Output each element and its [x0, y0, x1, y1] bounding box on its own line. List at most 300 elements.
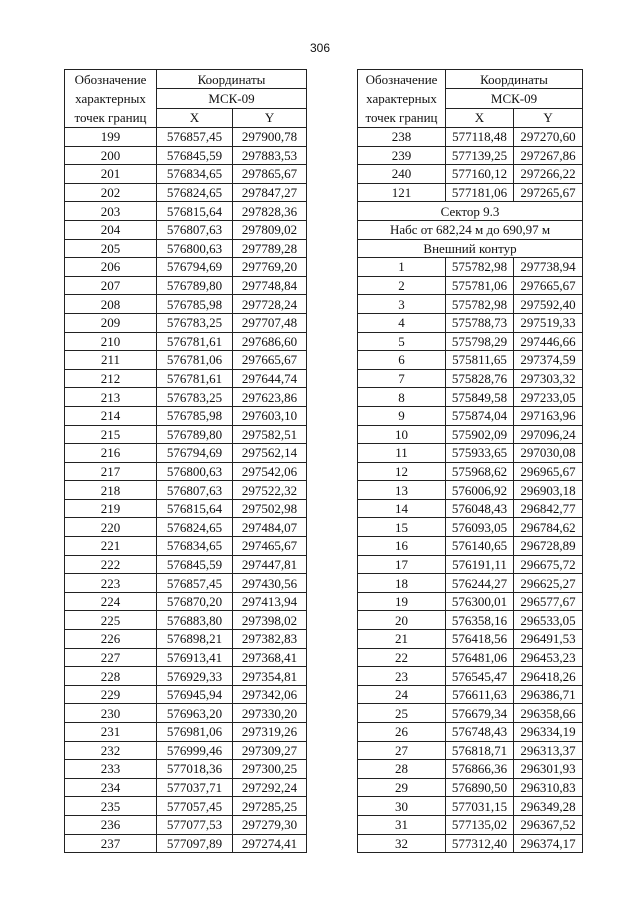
point-number: 27 [358, 741, 446, 760]
table-row [65, 760, 307, 779]
coordinate-x: 577077,53 [157, 815, 233, 834]
table-row [358, 555, 583, 574]
coordinate-y: 297502,98 [233, 499, 307, 518]
coordinate-x: 576870,20 [157, 592, 233, 611]
coordinate-y: 297603,10 [233, 406, 307, 425]
coordinate-x: 576244,27 [446, 574, 514, 593]
coordinate-y: 296533,05 [514, 611, 583, 630]
table-row [65, 499, 307, 518]
coordinate-x: 576418,56 [446, 630, 514, 649]
coordinate-y: 297382,83 [233, 630, 307, 649]
point-number: 211 [65, 351, 157, 370]
coordinate-x: 577312,40 [446, 834, 514, 853]
table-row [65, 648, 307, 667]
coordinate-y: 297285,25 [233, 797, 307, 816]
point-number: 8 [358, 388, 446, 407]
table-row [65, 592, 307, 611]
designation-line: характерных [366, 91, 437, 106]
point-number: 216 [65, 444, 157, 463]
coordinate-x: 576300,01 [446, 592, 514, 611]
coordinate-y: 297738,94 [514, 258, 583, 277]
coordinate-y: 297592,40 [514, 295, 583, 314]
coordinate-y: 297883,53 [233, 146, 307, 165]
coordinate-y: 296965,67 [514, 462, 583, 481]
table-row [65, 518, 307, 537]
point-number: 3 [358, 295, 446, 314]
coordinate-y: 297354,81 [233, 667, 307, 686]
table-row [65, 834, 307, 853]
designation-header [65, 70, 157, 128]
coordinate-y: 296903,18 [514, 481, 583, 500]
coordinate-y: 296491,53 [514, 630, 583, 649]
coordinate-y: 297265,67 [514, 183, 583, 202]
contour-label: Внешний контур [358, 239, 583, 258]
table-row [358, 313, 583, 332]
coordinate-x: 576783,25 [157, 313, 233, 332]
coordinate-x: 575788,73 [446, 313, 514, 332]
point-number: 14 [358, 499, 446, 518]
coordinate-x: 576789,80 [157, 276, 233, 295]
table-row [65, 258, 307, 277]
point-number: 218 [65, 481, 157, 500]
coordinate-x: 575874,04 [446, 406, 514, 425]
point-number: 7 [358, 369, 446, 388]
coordinate-y: 297789,28 [233, 239, 307, 258]
point-number: 9 [358, 406, 446, 425]
point-number: 21 [358, 630, 446, 649]
point-number: 205 [65, 239, 157, 258]
column-y-header: Y [514, 108, 583, 127]
coordinate-x: 576481,06 [446, 648, 514, 667]
table-row [358, 834, 583, 853]
table-row [358, 425, 583, 444]
designation-line: Обозначение [74, 72, 147, 87]
table-row [358, 183, 583, 202]
coordinate-x: 576781,61 [157, 332, 233, 351]
designation-line: характерных [75, 91, 146, 106]
point-number: 23 [358, 667, 446, 686]
coordinate-x: 576890,50 [446, 778, 514, 797]
coordinate-y: 297279,30 [233, 815, 307, 834]
table-row [65, 723, 307, 742]
coordinate-y: 296675,72 [514, 555, 583, 574]
coordinate-x: 576006,92 [446, 481, 514, 500]
coordinate-y: 297665,67 [233, 351, 307, 370]
coordinate-y: 296313,37 [514, 741, 583, 760]
coordinate-y: 297665,67 [514, 276, 583, 295]
point-number: 237 [65, 834, 157, 853]
coordinate-x: 576883,80 [157, 611, 233, 630]
table-row [65, 295, 307, 314]
coordinate-y: 297233,05 [514, 388, 583, 407]
coordinate-y: 296334,19 [514, 723, 583, 742]
table-row [358, 685, 583, 704]
coordinate-y: 297644,74 [233, 369, 307, 388]
coordinate-x: 575782,98 [446, 258, 514, 277]
coordinate-y: 297769,20 [233, 258, 307, 277]
section-row [358, 239, 583, 258]
coordinate-y: 297413,94 [233, 592, 307, 611]
coordinate-y: 297398,02 [233, 611, 307, 630]
point-number: 32 [358, 834, 446, 853]
point-number: 223 [65, 574, 157, 593]
coordinate-y: 297748,84 [233, 276, 307, 295]
coordinate-x: 576845,59 [157, 146, 233, 165]
point-number: 215 [65, 425, 157, 444]
point-number: 203 [65, 202, 157, 221]
coordinate-x: 576818,71 [446, 741, 514, 760]
point-number: 1 [358, 258, 446, 277]
coordinate-y: 297900,78 [233, 128, 307, 147]
coordinate-y: 297623,86 [233, 388, 307, 407]
point-number: 214 [65, 406, 157, 425]
point-number: 208 [65, 295, 157, 314]
coordinate-x: 575782,98 [446, 295, 514, 314]
coordinate-x: 576963,20 [157, 704, 233, 723]
table-row [358, 481, 583, 500]
table-row [358, 146, 583, 165]
table-row [358, 630, 583, 649]
coordinate-x: 576781,61 [157, 369, 233, 388]
coordinate-y: 297522,32 [233, 481, 307, 500]
coordinate-y: 297446,66 [514, 332, 583, 351]
coordinate-x: 576857,45 [157, 128, 233, 147]
point-number: 224 [65, 592, 157, 611]
coordinate-x: 576945,94 [157, 685, 233, 704]
coordinate-y: 296728,89 [514, 537, 583, 556]
coordinate-x: 576785,98 [157, 406, 233, 425]
point-number: 17 [358, 555, 446, 574]
table-row [358, 760, 583, 779]
point-number: 219 [65, 499, 157, 518]
table-row [65, 444, 307, 463]
point-number: 28 [358, 760, 446, 779]
coordinate-y: 297309,27 [233, 741, 307, 760]
point-number: 213 [65, 388, 157, 407]
coordinate-x: 577097,89 [157, 834, 233, 853]
table-row [65, 276, 307, 295]
designation-line: точек границ [74, 110, 147, 125]
header-row [358, 70, 583, 89]
coordinate-x: 577118,48 [446, 128, 514, 147]
coordinate-x: 577135,02 [446, 815, 514, 834]
coordinate-y: 297163,96 [514, 406, 583, 425]
table-row [358, 462, 583, 481]
coordinate-x: 576785,98 [157, 295, 233, 314]
table-row [358, 592, 583, 611]
coordinate-y: 296301,93 [514, 760, 583, 779]
table-row [65, 611, 307, 630]
table-row [358, 369, 583, 388]
coordinate-y: 297342,06 [233, 685, 307, 704]
coordinate-x: 576898,21 [157, 630, 233, 649]
coordinate-x: 575811,65 [446, 351, 514, 370]
coordinate-x: 576815,64 [157, 499, 233, 518]
table-row [358, 388, 583, 407]
coordinate-y: 296784,62 [514, 518, 583, 537]
coordinate-y: 296349,28 [514, 797, 583, 816]
coordinate-x: 576545,47 [446, 667, 514, 686]
coordinate-y: 297562,14 [233, 444, 307, 463]
point-number: 234 [65, 778, 157, 797]
coordinate-y: 296418,26 [514, 667, 583, 686]
coordinate-x: 577057,45 [157, 797, 233, 816]
table-row [358, 332, 583, 351]
coordinate-x: 576857,45 [157, 574, 233, 593]
table-row [65, 630, 307, 649]
coordinate-x: 575828,76 [446, 369, 514, 388]
table-row [65, 555, 307, 574]
table-row [65, 685, 307, 704]
coordinate-x: 576781,06 [157, 351, 233, 370]
table-row [65, 406, 307, 425]
coordinate-y: 296374,17 [514, 834, 583, 853]
point-number: 240 [358, 165, 446, 184]
point-number: 22 [358, 648, 446, 667]
coordinate-x: 575798,29 [446, 332, 514, 351]
coordinate-x: 577160,12 [446, 165, 514, 184]
designation-header [358, 70, 446, 128]
coordinate-y: 297847,27 [233, 183, 307, 202]
coordinate-y: 297728,24 [233, 295, 307, 314]
table-row [65, 462, 307, 481]
column-y-header: Y [233, 108, 307, 127]
coordinate-x: 576748,43 [446, 723, 514, 742]
coordinate-x: 576834,65 [157, 165, 233, 184]
coordinate-x: 576834,65 [157, 537, 233, 556]
coordinate-y: 297809,02 [233, 220, 307, 239]
coordinate-y: 297270,60 [514, 128, 583, 147]
table-row [358, 667, 583, 686]
point-number: 235 [65, 797, 157, 816]
coordinate-y: 297465,67 [233, 537, 307, 556]
table-row [65, 351, 307, 370]
coordinate-y: 296358,66 [514, 704, 583, 723]
table-row [358, 741, 583, 760]
coordinate-y: 297686,60 [233, 332, 307, 351]
table-row [358, 295, 583, 314]
coordinate-y: 297484,07 [233, 518, 307, 537]
table-row [358, 518, 583, 537]
coordinate-y: 297300,25 [233, 760, 307, 779]
coordinate-x: 576679,34 [446, 704, 514, 723]
table-row [65, 425, 307, 444]
table-row [358, 611, 583, 630]
coordinate-y: 297303,32 [514, 369, 583, 388]
point-number: 10 [358, 425, 446, 444]
coords-system: МСК-09 [157, 89, 307, 108]
coordinate-x: 577018,36 [157, 760, 233, 779]
point-number: 26 [358, 723, 446, 742]
table-row [65, 797, 307, 816]
coordinate-x: 576929,33 [157, 667, 233, 686]
point-number: 221 [65, 537, 157, 556]
coordinate-x: 576789,80 [157, 425, 233, 444]
point-number: 24 [358, 685, 446, 704]
point-number: 11 [358, 444, 446, 463]
coordinate-x: 577037,71 [157, 778, 233, 797]
table-row [65, 183, 307, 202]
point-number: 5 [358, 332, 446, 351]
coordinate-x: 576981,06 [157, 723, 233, 742]
page-number: 306 [309, 41, 331, 55]
point-number: 230 [65, 704, 157, 723]
coordinate-x: 575933,65 [446, 444, 514, 463]
table-row [65, 667, 307, 686]
point-number: 2 [358, 276, 446, 295]
table-row [65, 332, 307, 351]
coordinate-x: 576140,65 [446, 537, 514, 556]
coordinate-x: 575902,09 [446, 425, 514, 444]
table-row [358, 351, 583, 370]
point-number: 4 [358, 313, 446, 332]
coordinate-y: 297828,36 [233, 202, 307, 221]
designation-line: Обозначение [365, 72, 438, 87]
table-row [65, 815, 307, 834]
coordinates-table-left [64, 69, 307, 853]
point-number: 232 [65, 741, 157, 760]
coordinate-x: 576611,63 [446, 685, 514, 704]
point-number: 13 [358, 481, 446, 500]
coordinate-x: 576866,36 [446, 760, 514, 779]
coordinate-y: 297267,86 [514, 146, 583, 165]
coords-title: Координаты [157, 70, 307, 89]
point-number: 16 [358, 537, 446, 556]
height-range: Набс от 682,24 м до 690,97 м [358, 220, 583, 239]
coordinate-x: 576999,46 [157, 741, 233, 760]
point-number: 199 [65, 128, 157, 147]
table-row [358, 165, 583, 184]
left-table-body [65, 70, 307, 853]
point-number: 236 [65, 815, 157, 834]
coordinate-x: 576845,59 [157, 555, 233, 574]
table-row [358, 444, 583, 463]
point-number: 201 [65, 165, 157, 184]
coordinate-x: 576093,05 [446, 518, 514, 537]
coordinate-y: 297582,51 [233, 425, 307, 444]
coordinate-y: 297519,33 [514, 313, 583, 332]
coordinate-y: 297030,08 [514, 444, 583, 463]
table-row [358, 499, 583, 518]
table-row [65, 313, 307, 332]
point-number: 207 [65, 276, 157, 295]
point-number: 29 [358, 778, 446, 797]
point-number: 239 [358, 146, 446, 165]
coordinate-x: 576913,41 [157, 648, 233, 667]
point-number: 18 [358, 574, 446, 593]
table-row [358, 797, 583, 816]
table-row [358, 406, 583, 425]
table-row [358, 648, 583, 667]
coordinate-y: 297542,06 [233, 462, 307, 481]
coordinate-y: 297430,56 [233, 574, 307, 593]
header-row [65, 70, 307, 89]
point-number: 204 [65, 220, 157, 239]
table-row [358, 128, 583, 147]
coordinate-y: 297374,59 [514, 351, 583, 370]
table-row [65, 741, 307, 760]
point-number: 222 [65, 555, 157, 574]
coordinate-x: 576800,63 [157, 239, 233, 258]
table-row [65, 481, 307, 500]
point-number: 31 [358, 815, 446, 834]
table-row [65, 369, 307, 388]
table-row [358, 723, 583, 742]
coordinate-x: 577181,06 [446, 183, 514, 202]
table-row [358, 537, 583, 556]
point-number: 225 [65, 611, 157, 630]
coordinate-y: 297266,22 [514, 165, 583, 184]
coords-title: Координаты [446, 70, 583, 89]
point-number: 226 [65, 630, 157, 649]
coordinate-x: 575968,62 [446, 462, 514, 481]
coordinate-x: 576794,69 [157, 258, 233, 277]
table-row [358, 574, 583, 593]
coordinate-x: 576794,69 [157, 444, 233, 463]
point-number: 228 [65, 667, 157, 686]
coordinate-x: 576783,25 [157, 388, 233, 407]
point-number: 121 [358, 183, 446, 202]
coordinate-y: 297096,24 [514, 425, 583, 444]
coordinate-x: 577139,25 [446, 146, 514, 165]
coords-system: МСК-09 [446, 89, 583, 108]
point-number: 206 [65, 258, 157, 277]
point-number: 227 [65, 648, 157, 667]
table-row [65, 202, 307, 221]
coordinate-x: 576824,65 [157, 183, 233, 202]
coordinate-y: 296842,77 [514, 499, 583, 518]
table-row [358, 815, 583, 834]
coordinate-y: 297865,67 [233, 165, 307, 184]
coordinate-x: 576358,16 [446, 611, 514, 630]
coordinate-y: 297368,41 [233, 648, 307, 667]
coordinate-x: 575781,06 [446, 276, 514, 295]
coordinate-y: 297707,48 [233, 313, 307, 332]
point-number: 238 [358, 128, 446, 147]
point-number: 212 [65, 369, 157, 388]
designation-line: точек границ [365, 110, 438, 125]
coordinate-y: 297292,24 [233, 778, 307, 797]
coordinate-x: 576824,65 [157, 518, 233, 537]
table-row [65, 239, 307, 258]
coordinate-y: 296453,23 [514, 648, 583, 667]
point-number: 12 [358, 462, 446, 481]
point-number: 15 [358, 518, 446, 537]
point-number: 217 [65, 462, 157, 481]
table-row [65, 574, 307, 593]
point-number: 19 [358, 592, 446, 611]
coordinate-y: 296386,71 [514, 685, 583, 704]
point-number: 20 [358, 611, 446, 630]
coordinate-y: 297330,20 [233, 704, 307, 723]
coordinate-y: 296577,67 [514, 592, 583, 611]
point-number: 209 [65, 313, 157, 332]
coordinate-x: 575849,58 [446, 388, 514, 407]
coordinate-x: 577031,15 [446, 797, 514, 816]
point-number: 233 [65, 760, 157, 779]
point-number: 231 [65, 723, 157, 742]
table-row [65, 220, 307, 239]
right-table-body [358, 70, 583, 853]
coordinate-y: 297319,26 [233, 723, 307, 742]
point-number: 25 [358, 704, 446, 723]
table-row [358, 276, 583, 295]
table-row [358, 704, 583, 723]
sector-title: Сектор 9.3 [358, 202, 583, 221]
point-number: 229 [65, 685, 157, 704]
coordinate-x: 576800,63 [157, 462, 233, 481]
section-row [358, 202, 583, 221]
